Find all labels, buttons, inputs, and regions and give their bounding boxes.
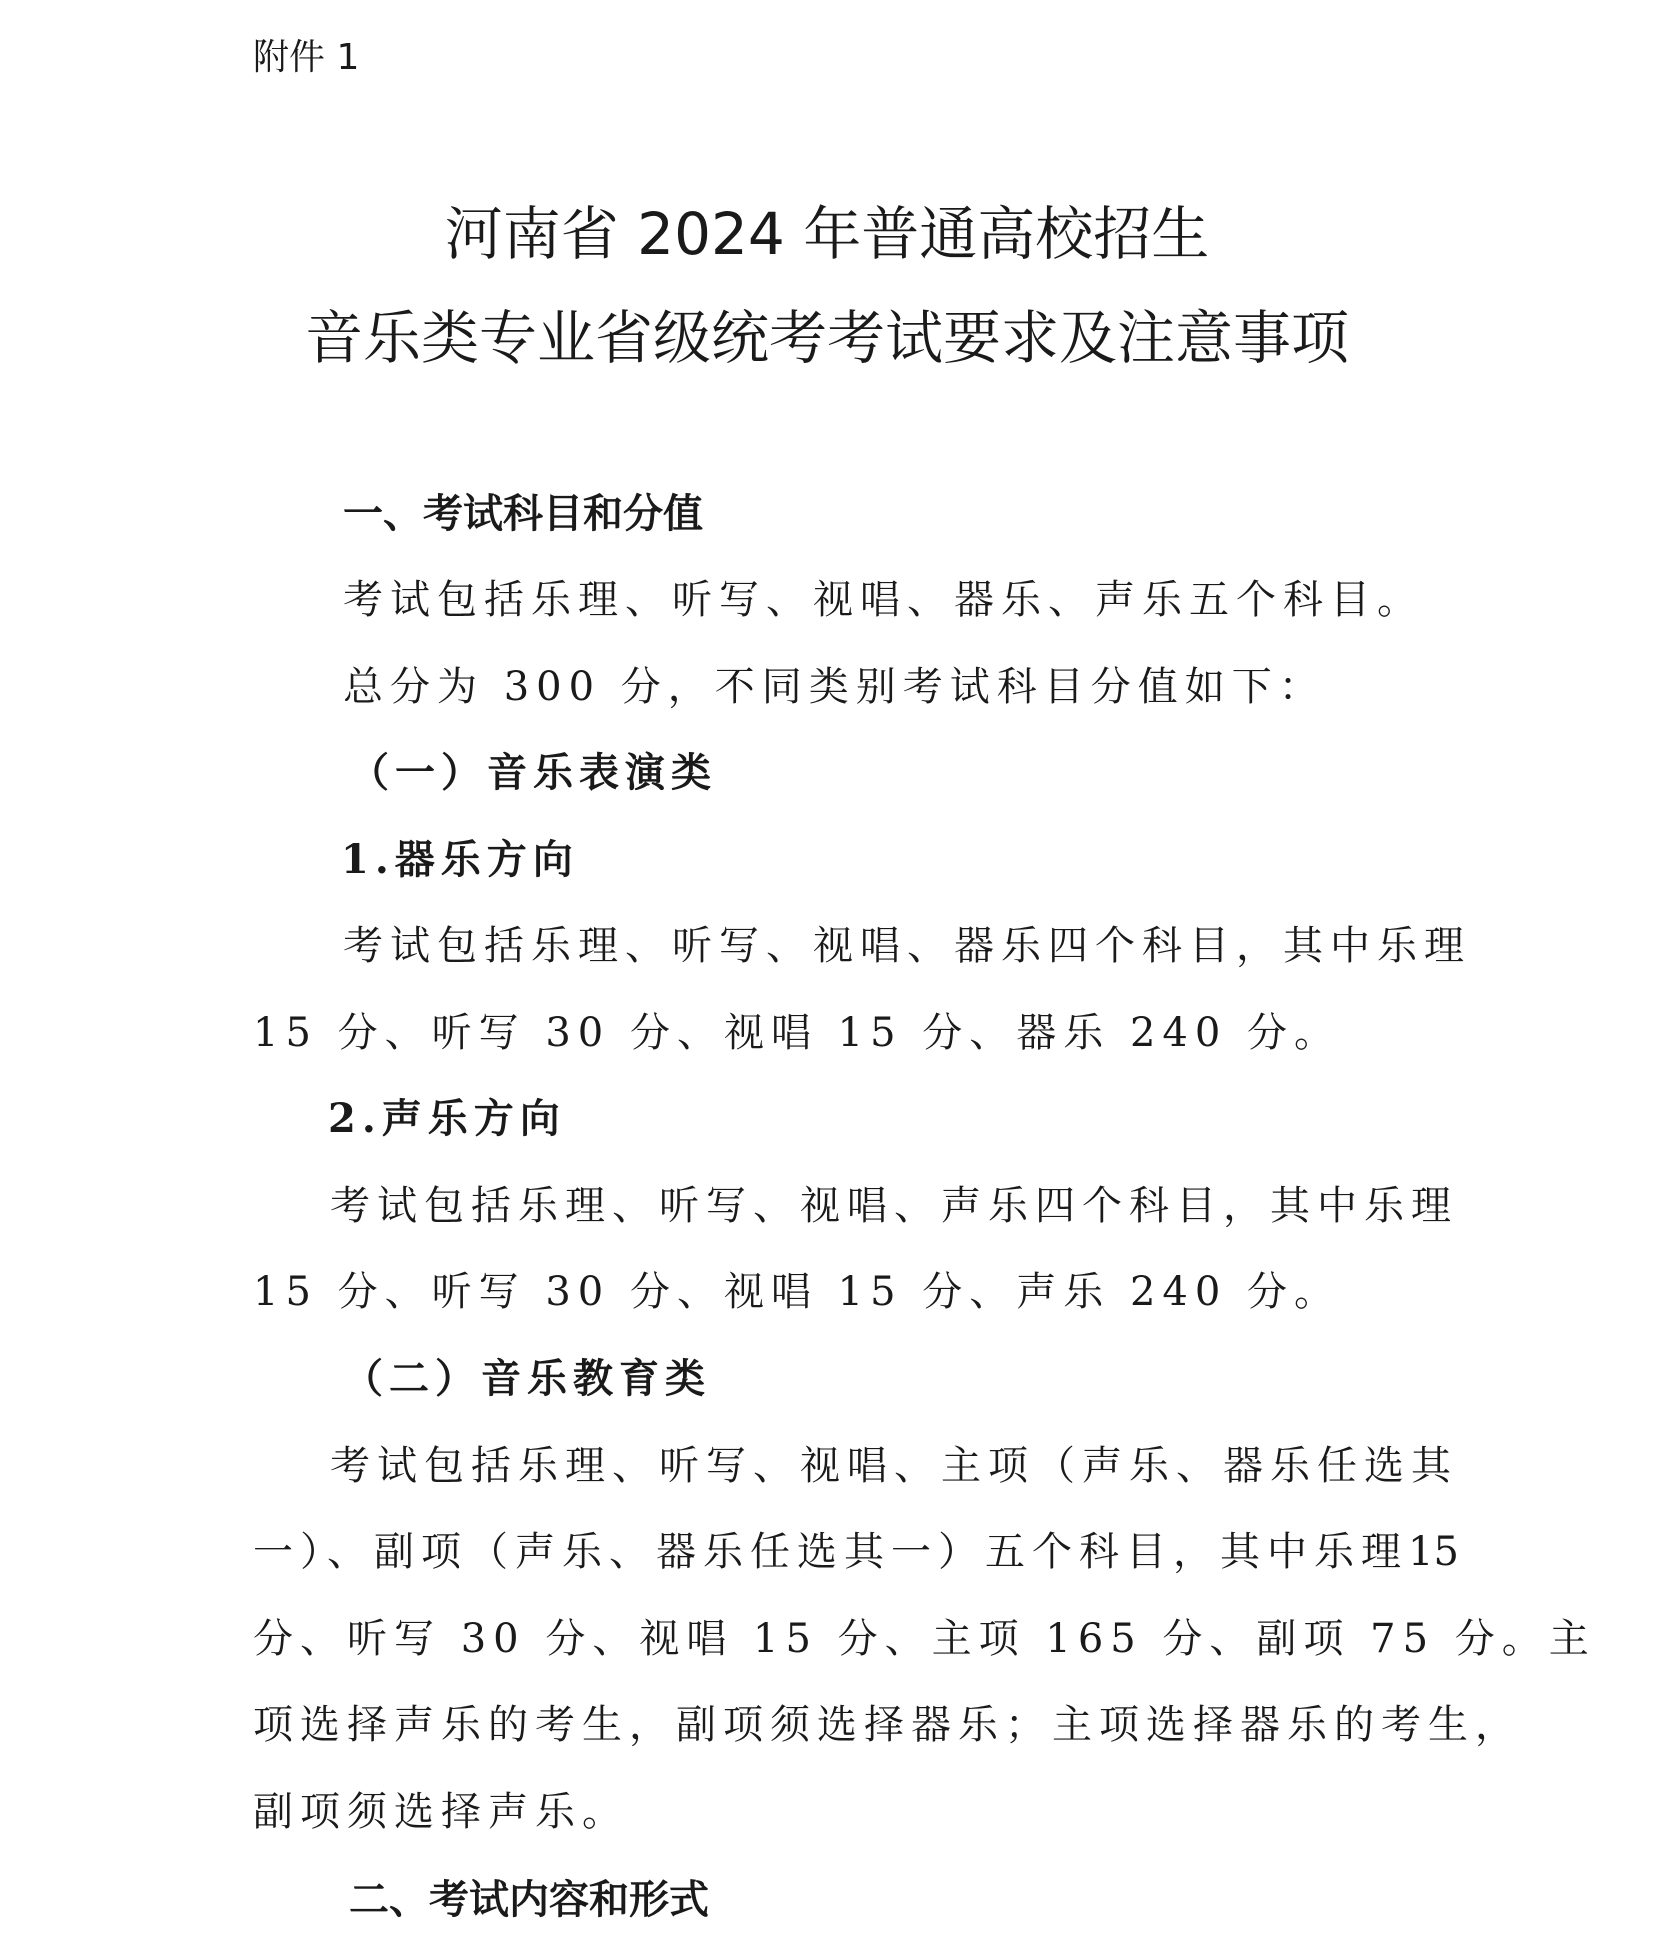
item-2-line-1: 考试包括乐理、听写、视唱、声乐四个科目，其中乐理 [330,1183,1458,1229]
subsection-2-line-3-end: 主 [1548,1616,1589,1662]
document-title-line-2: 音乐类专业省级统考考试要求及注意事项 [304,304,1349,372]
document-title-line-1: 河南省 2024 年普通高校招生 [444,200,1210,268]
item-1-heading: 1.器乐方向 [341,836,579,883]
item-1-line-2: 15 分、听写 30 分、视唱 15 分、器乐 240 分。 [253,1010,1342,1056]
section-1-heading: 一、考试科目和分值 [343,491,703,537]
subsection-2-line-2-number: 15 [1408,1529,1459,1575]
attachment-label: 附件 1 [253,37,360,78]
section-1-paragraph-2: 总分为 300 分，不同类别考试科目分值如下： [343,664,1326,710]
subsection-1-heading: （一）音乐表演类 [349,749,717,796]
section-1-paragraph-1: 考试包括乐理、听写、视唱、器乐、声乐五个科目。 [343,577,1424,623]
item-1-line-1: 考试包括乐理、听写、视唱、器乐四个科目，其中乐理 [343,923,1471,969]
subsection-2-line-1: 考试包括乐理、听写、视唱、主项（声乐、器乐任选其 [330,1443,1458,1489]
item-2-heading: 2.声乐方向 [328,1095,566,1142]
subsection-2-heading: （二）音乐教育类 [343,1355,711,1402]
subsection-2-line-4: 项选择声乐的考生，副项须选择器乐；主项选择器乐的考生， [253,1702,1522,1748]
subsection-2-line-2-text: 一）、副项（声乐、器乐任选其一）五个科目，其中乐理 [253,1529,1408,1575]
subsection-2-line-5: 副项须选择声乐。 [253,1789,629,1835]
subsection-2-line-3 [253,1616,1589,1662]
subsection-2-line-2 [253,1529,1459,1575]
item-2-line-2: 15 分、听写 30 分、视唱 15 分、声乐 240 分。 [253,1269,1342,1315]
section-2-heading: 二、考试内容和形式 [349,1877,709,1923]
subsection-2-line-3-text: 分、听写 30 分、视唱 15 分、主项 165 分、副项 75 分。 [253,1616,1549,1662]
